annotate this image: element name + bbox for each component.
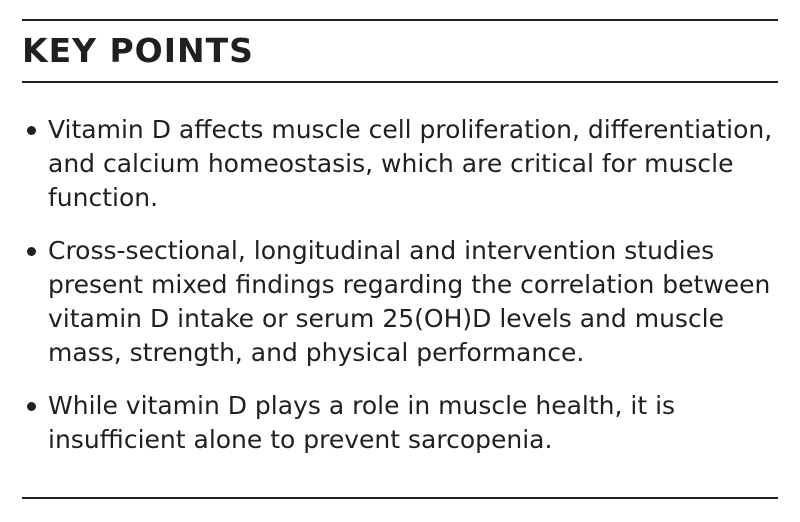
key-point-text: While vitamin D plays a role in muscle health, it is insufficient alone to prevent sarcopenia. [48,391,676,454]
key-point [22,113,778,215]
bullet-icon [27,402,36,411]
heading-rule [22,81,778,83]
top-rule [22,19,778,21]
bottom-rule [22,497,778,499]
key-point-text: Vitamin D affects muscle cell proliferation, differentiation, and calcium homeostasis, which are critical for muscle function. [48,115,773,212]
key-point [22,389,778,457]
key-point [22,234,778,370]
bullet-icon [27,126,36,135]
key-points-list [22,113,778,457]
bullet-icon [27,247,36,256]
section-heading: KEY POINTS [22,31,254,70]
key-point-text: Cross-sectional, longitudinal and intervention studies present mixed findings regarding the correlation between vitamin D intake or serum 25(OH)D levels and muscle mass, strength, and physical performance. [48,236,771,367]
